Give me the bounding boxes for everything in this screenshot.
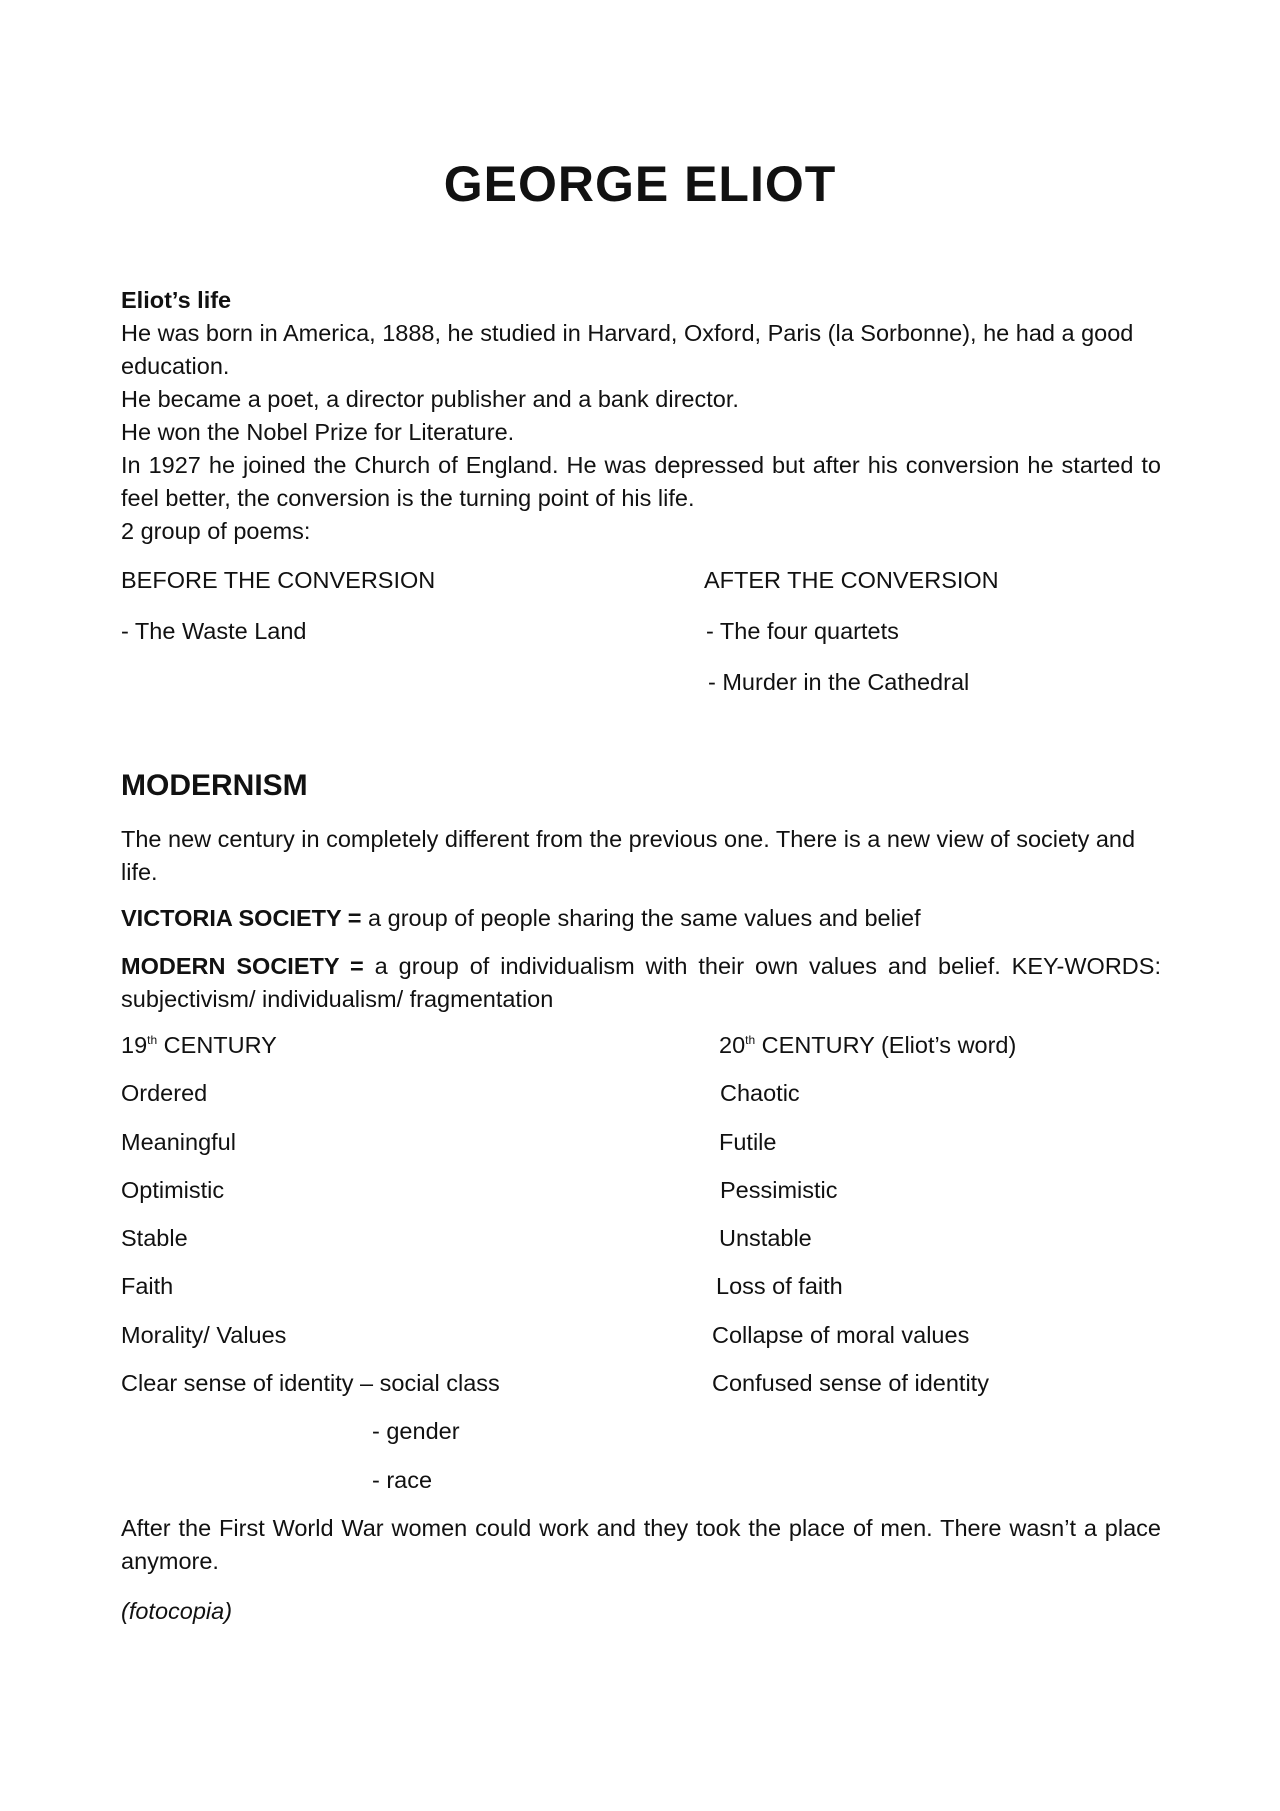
right-item: Collapse of moral values xyxy=(712,1322,970,1348)
right-item: Loss of faith xyxy=(716,1273,843,1299)
right-item: Futile xyxy=(719,1129,777,1155)
page-title: GEORGE ELIOT xyxy=(443,156,837,212)
victoria-society-label: VICTORIA SOCIETY = xyxy=(121,905,362,931)
left-item: Stable xyxy=(121,1225,188,1251)
before-conversion-heading: BEFORE THE CONVERSION xyxy=(121,567,436,593)
century-19-number: 19 xyxy=(121,1032,148,1058)
century-19-label: CENTURY xyxy=(157,1032,277,1058)
victoria-society-definition xyxy=(121,902,921,935)
life-paragraph-2: He became a poet, a director publisher and a bank director. xyxy=(121,386,739,412)
right-item: Chaotic xyxy=(720,1080,800,1106)
life-paragraph-4: In 1927 he joined the Church of England. He was depressed but after his conversion he started to feel better, the conversion is the turning point of his life. xyxy=(121,452,1161,511)
closing-note: (fotocopia) xyxy=(121,1598,233,1624)
life-heading: Eliot’s life xyxy=(121,287,232,313)
life-paragraph-5: 2 group of poems: xyxy=(121,518,311,544)
identity-sub-item: - race xyxy=(372,1467,433,1493)
modern-society-text: a group of individualism with their own values and belief. KEY-WORDS: subjectivism/ individualism/ fragmentation xyxy=(121,953,1161,1012)
life-paragraph-3: He won the Nobel Prize for Literature. xyxy=(121,419,515,445)
left-item: Optimistic xyxy=(121,1177,225,1203)
right-item: Confused sense of identity xyxy=(712,1370,989,1396)
before-item: - The Waste Land xyxy=(121,618,307,644)
left-item: Ordered xyxy=(121,1080,208,1106)
modern-society-label: MODERN SOCIETY = xyxy=(121,953,364,979)
victoria-society-text: a group of people sharing the same values and belief xyxy=(361,905,921,931)
modernism-intro: The new century in completely different from the previous one. There is a new view of society and life. xyxy=(121,826,1136,885)
right-item: Pessimistic xyxy=(720,1177,838,1203)
century-20-suffix: th xyxy=(745,1033,756,1047)
after-item: - The four quartets xyxy=(706,618,899,644)
after-conversion-heading: AFTER THE CONVERSION xyxy=(704,567,999,593)
modernism-heading: MODERNISM xyxy=(121,769,308,802)
century-20-heading xyxy=(719,1029,1016,1062)
left-item: Meaningful xyxy=(121,1129,236,1155)
century-19-heading xyxy=(121,1029,277,1062)
life-paragraph-1: He was born in America, 1888, he studied in Harvard, Oxford, Paris (la Sorbonne), he had a good education. xyxy=(121,320,1134,379)
left-item: Clear sense of identity – social class xyxy=(121,1370,500,1396)
century-19-suffix: th xyxy=(147,1033,158,1047)
century-20-label: CENTURY (Eliot’s word) xyxy=(755,1032,1017,1058)
after-item: - Murder in the Cathedral xyxy=(708,669,970,695)
left-item: Faith xyxy=(121,1273,174,1299)
modern-society-definition xyxy=(121,950,1161,1016)
century-20-number: 20 xyxy=(719,1032,746,1058)
left-item: Morality/ Values xyxy=(121,1322,287,1348)
closing-paragraph: After the First World War women could work and they took the place of men. There wasn’t a place anymore. xyxy=(121,1515,1161,1574)
identity-sub-item: - gender xyxy=(372,1418,460,1444)
right-item: Unstable xyxy=(719,1225,812,1251)
